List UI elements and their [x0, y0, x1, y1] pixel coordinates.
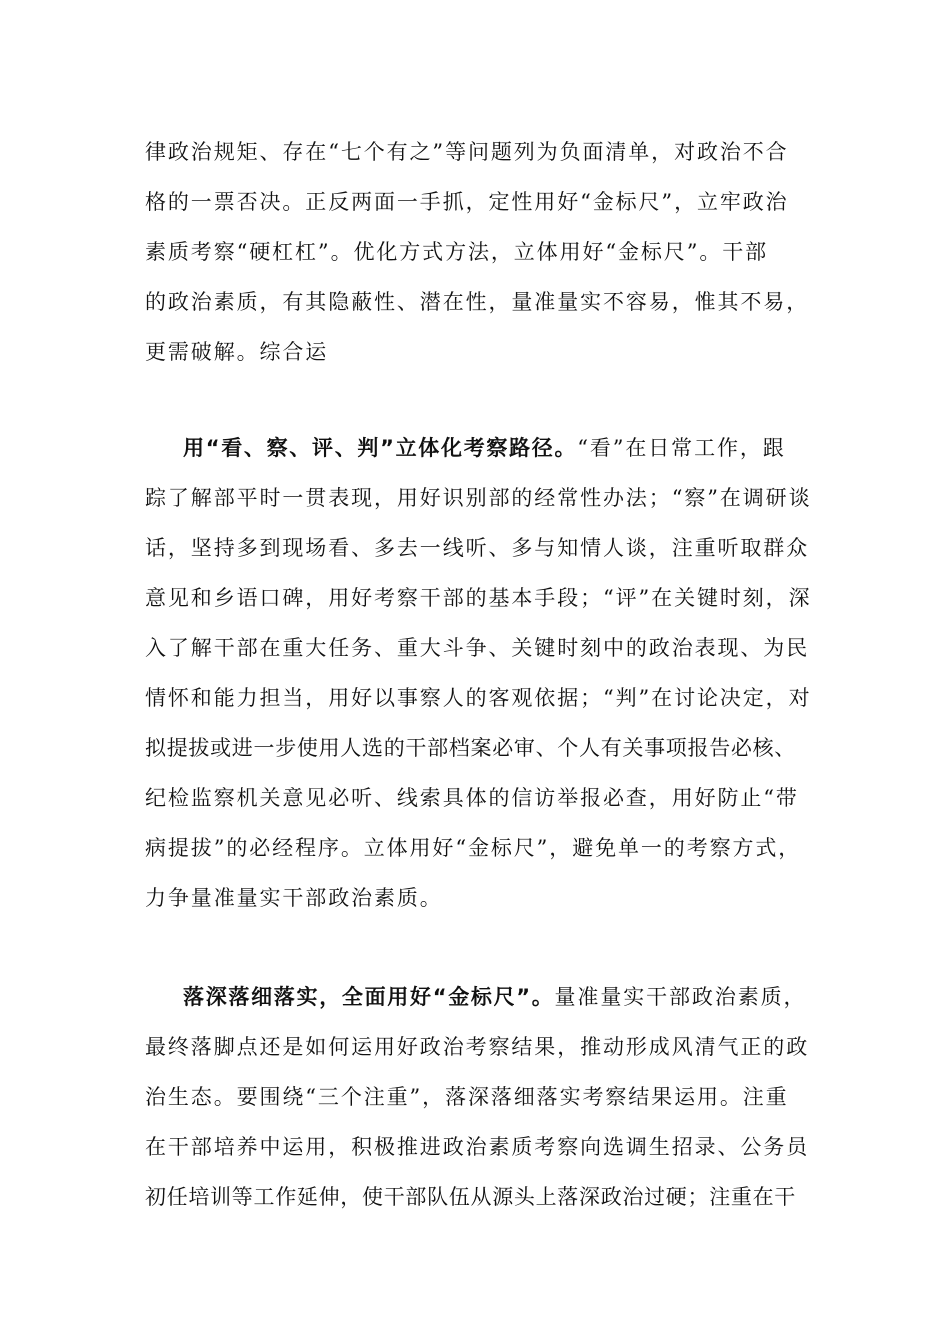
paragraph-3-first-line-rest: 量准量实干部政治素质， — [554, 985, 807, 1009]
paragraph-1-line-1: 律政治规矩、存在“七个有之”等问题列为负面清单，对政治不合 — [145, 140, 789, 164]
paragraph-3-line-5: 初任培训等工作延伸，使干部队伍从源头上落深政治过硬；注重在干 — [145, 1185, 796, 1209]
paragraph-2-line-1 — [183, 435, 873, 461]
paragraph-1-line-4: 的政治素质，有其隐蔽性、潜在性，量准量实不容易，惟其不易， — [145, 290, 810, 314]
paragraph-2-line-3: 话，坚持多到现场看、多去一线听、多与知情人谈，注重听取群众 — [145, 536, 810, 560]
paragraph-2-line-6: 情怀和能力担当，用好以事察人的客观依据；“判”在讨论决定，对 — [145, 686, 812, 710]
paragraph-2-heading: 用“看、察、评、判”立体化考察路径。 — [183, 436, 578, 460]
paragraph-2-line-4: 意见和乡语口碑，用好考察干部的基本手段；“评”在关键时刻，深 — [145, 586, 812, 610]
paragraph-1-line-5: 更需破解。综合运 — [145, 340, 329, 364]
paragraph-2-line-9: 病提拔”的必经程序。立体用好“金标尺”，避免单一的考察方式， — [145, 836, 802, 860]
paragraph-3-heading: 落深落细落实，全面用好“金标尺”。 — [183, 985, 555, 1009]
paragraph-2-line-5: 入了解干部在重大任务、重大斗争、关键时刻中的政治表现、为民 — [145, 636, 810, 660]
paragraph-2-line-7: 拟提拔或进一步使用人选的干部档案必审、个人有关事项报告必核、 — [145, 736, 796, 760]
paragraph-3-line-3: 治生态。要围绕“三个注重”，落深落细落实考察结果运用。注重 — [145, 1085, 789, 1109]
paragraph-3-line-4: 在干部培养中运用，积极推进政治素质考察向选调生招录、公务员 — [145, 1135, 810, 1159]
paragraph-3-line-1 — [183, 984, 873, 1010]
paragraph-3-line-2: 最终落脚点还是如何运用好政治考察结果，推动形成风清气正的政 — [145, 1035, 810, 1059]
paragraph-2-first-line-rest: “看”在日常工作，跟 — [577, 436, 786, 460]
paragraph-2-line-2: 踪了解部平时一贯表现，用好识别部的经常性办法；“察”在调研谈 — [145, 486, 812, 510]
paragraph-1-line-2: 格的一票否决。正反两面一手抓，定性用好“金标尺”，立牢政治 — [145, 190, 789, 214]
paragraph-2-line-8: 纪检监察机关意见必听、线索具体的信访举报必查，用好防止“带 — [145, 786, 799, 810]
paragraph-2-line-10: 力争量准量实干部政治素质。 — [145, 886, 443, 910]
paragraph-1-line-3: 素质考察“硬杠杠”。优化方式方法，立体用好“金标尺”。干部 — [145, 240, 769, 264]
